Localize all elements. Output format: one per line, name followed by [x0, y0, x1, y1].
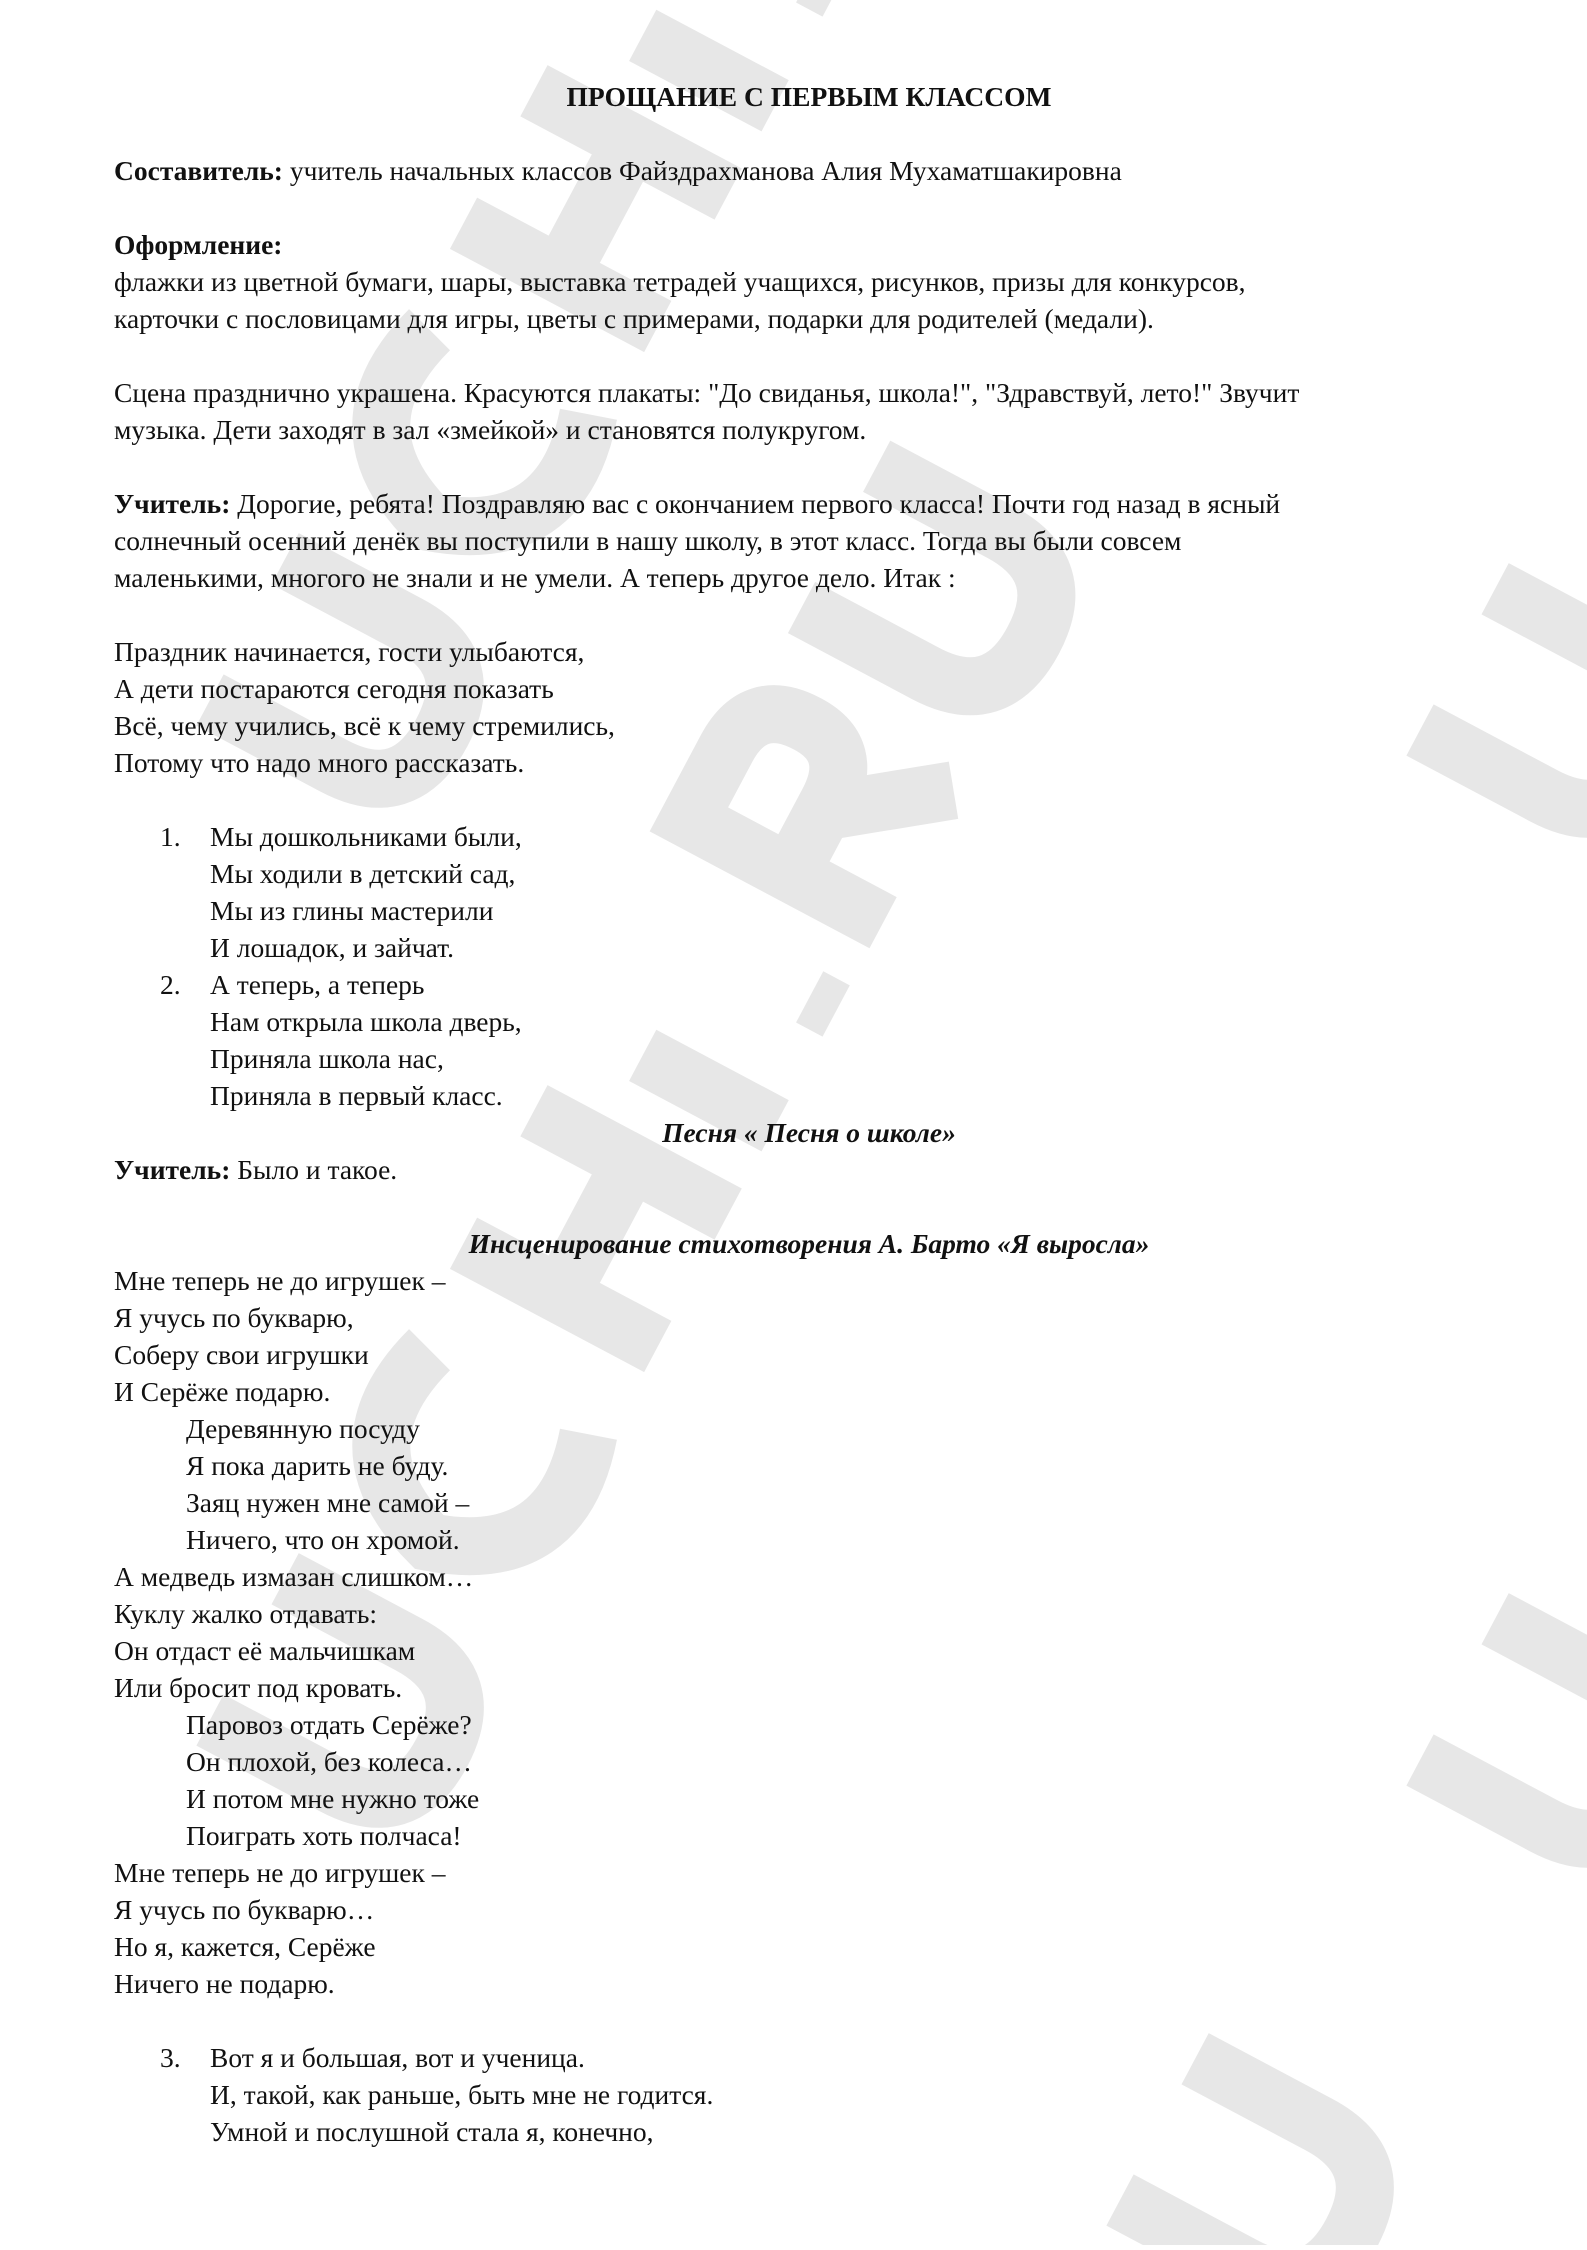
- list-number: 2.: [160, 969, 181, 1000]
- poem-line: Он отдаст её мальчишкам: [114, 1635, 416, 1666]
- list-number: 3.: [160, 2042, 181, 2073]
- poem-line: Я учусь по букварю,: [114, 1302, 354, 1333]
- poem-line: Но я, кажется, Серёже: [114, 1931, 376, 1962]
- poem-line: Соберу свои игрушки: [114, 1339, 369, 1370]
- list-line: И, такой, как раньше, быть мне не годится.: [210, 2079, 714, 2110]
- poem-line: Я учусь по букварю…: [114, 1894, 375, 1925]
- poem-line: А медведь измазан слишком…: [114, 1561, 474, 1592]
- poem-line: Ничего не подарю.: [114, 1968, 335, 1999]
- poem-line: Поиграть хоть полчаса!: [186, 1820, 462, 1851]
- poem-line: Потому что надо много рассказать.: [114, 747, 525, 778]
- design-line: флажки из цветной бумаги, шары, выставка тетрадей учащихся, рисунков, призы для конкурсов,: [114, 266, 1246, 297]
- poem-line: Паровоз отдать Серёже?: [186, 1709, 472, 1740]
- list-line: Умной и послушной стала я, конечно,: [210, 2116, 654, 2147]
- poem-line: Деревянную посуду: [186, 1413, 420, 1444]
- list-line: А теперь, а теперь: [210, 969, 425, 1000]
- author-label: Составитель:: [114, 155, 283, 186]
- teacher-label: Учитель:: [114, 488, 231, 519]
- poem-line: Он плохой, без колеса…: [186, 1746, 472, 1777]
- list-line: И лошадок, и зайчат.: [210, 932, 454, 963]
- list-number: 1.: [160, 821, 181, 852]
- poem-line: Мне теперь не до игрушек –: [114, 1857, 446, 1888]
- teacher-label: Учитель:: [114, 1154, 231, 1185]
- document-title: ПРОЩАНИЕ С ПЕРВЫМ КЛАССОМ: [566, 81, 1052, 112]
- author-line: [114, 152, 1122, 189]
- poem-line: И Серёже подарю.: [114, 1376, 331, 1407]
- staging-heading: Инсценирование стихотворения А. Барто «Я выросла»: [468, 1228, 1150, 1259]
- list-line: Нам открыла школа дверь,: [210, 1006, 522, 1037]
- teacher-line: Учитель: Дорогие, ребята! Поздравляю вас с окончанием первого класса! Почти год назад в ясный: [114, 488, 1281, 519]
- poem-line: Заяц нужен мне самой –: [186, 1487, 470, 1518]
- scene-line: Сцена празднично украшена. Красуются плакаты: "До свиданья, школа!", "Здравствуй, лето!" Звучит: [114, 377, 1300, 408]
- list-line: Мы ходили в детский сад,: [210, 858, 516, 889]
- teacher-line: Учитель: Было и такое.: [114, 1154, 398, 1185]
- poem-line: Мне теперь не до игрушек –: [114, 1265, 446, 1296]
- poem-line: А дети постараются сегодня показать: [114, 673, 554, 704]
- design-line: карточки с пословицами для игры, цветы с примерами, подарки для родителей (медали).: [114, 303, 1154, 334]
- list-line: Приняла школа нас,: [210, 1043, 444, 1074]
- list-line: Мы из глины мастерили: [210, 895, 494, 926]
- list-line: Приняла в первый класс.: [210, 1080, 503, 1111]
- list-line: Мы дошкольниками были,: [210, 821, 522, 852]
- teacher-line: солнечный осенний денёк вы поступили в нашу школу, в этот класс. Тогда вы были совсем: [114, 525, 1182, 556]
- poem-line: Праздник начинается, гости улыбаются,: [114, 636, 585, 667]
- poem-line: Всё, чему учились, всё к чему стремились,: [114, 710, 615, 741]
- poem-line: Куклу жалко отдавать:: [114, 1598, 378, 1629]
- song-heading: Песня « Песня о школе»: [662, 1117, 956, 1148]
- poem-line: Или бросит под кровать.: [114, 1672, 403, 1703]
- poem-line: Ничего, что он хромой.: [186, 1524, 460, 1555]
- author-text: учитель начальных классов Файздрахманова Алия Мухаматшакировна: [289, 155, 1122, 186]
- poem-line: Я пока дарить не буду.: [186, 1450, 449, 1481]
- design-label: Оформление:: [114, 229, 283, 260]
- scene-line: музыка. Дети заходят в зал «змейкой» и становятся полукругом.: [114, 414, 867, 445]
- list-line: Вот я и большая, вот и ученица.: [210, 2042, 585, 2073]
- poem-line: И потом мне нужно тоже: [186, 1783, 480, 1814]
- teacher-line: маленькими, многого не знали и не умели. А теперь другое дело. Итак :: [114, 562, 956, 593]
